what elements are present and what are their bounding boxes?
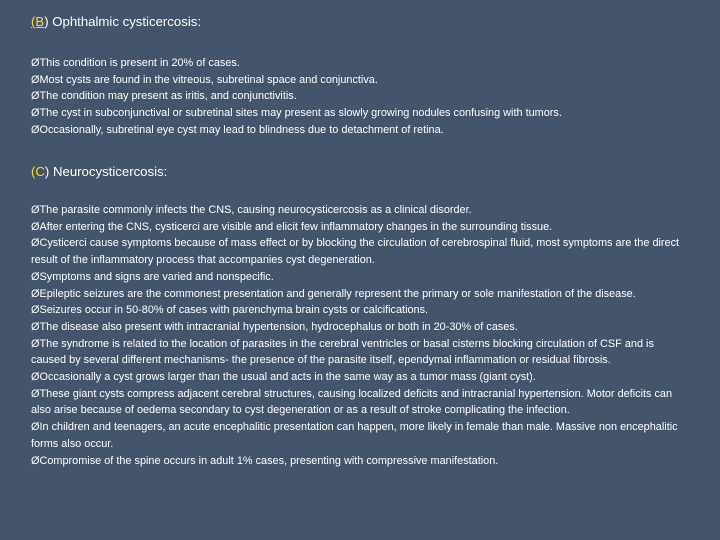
arrow-bullet-icon: Ø (31, 287, 40, 300)
bullet-item (31, 419, 681, 452)
bullet-item (31, 202, 681, 219)
arrow-bullet-icon: Ø (31, 304, 40, 317)
bullet-text: Epileptic seizures are the commonest presentation and generally represent the primary or sole manifestation of the disease. (39, 287, 636, 300)
bullet-item (31, 453, 681, 470)
bullet-text: Occasionally, subretinal eye cyst may lead to blindness due to detachment of retina. (39, 123, 444, 136)
arrow-bullet-icon: Ø (31, 387, 40, 400)
heading-c-text: ) Neurocysticercosis: (44, 164, 168, 179)
bullet-text: Symptoms and signs are varied and nonspecific. (39, 270, 274, 283)
bullet-text: The syndrome is related to the location of parasites in the cerebral ventricles or basal cisterns blocking circulation of CSF and is caused by several different mechanisms- the presence of the parasite itself, ependymal inflammation or residual fibrosis. (31, 337, 654, 367)
heading-ophthalmic-cysticercosis (31, 14, 201, 30)
arrow-bullet-icon: Ø (31, 90, 40, 103)
bullet-item (31, 72, 681, 89)
bullet-text: The disease also present with intracranial hypertension, hydrocephalus or both in 20-30% of cases. (39, 320, 518, 333)
heading-b-bracket: (B (31, 14, 45, 29)
bullet-text: The cyst in subconjunctival or subretinal sites may present as slowly growing nodules confusing with tumors. (39, 107, 562, 120)
arrow-bullet-icon: Ø (31, 320, 40, 333)
bullet-text: Most cysts are found in the vitreous, subretinal space and conjunctiva. (39, 73, 378, 86)
bullet-item (31, 302, 681, 319)
bullet-text: Cysticerci cause symptoms because of mass effect or by blocking the circulation of cerebrospinal fluid, most symptoms are the direct result of the inflammatory process that accompanies cyst degeneration. (31, 237, 680, 267)
bullet-item (31, 386, 681, 419)
arrow-bullet-icon: Ø (31, 220, 40, 233)
arrow-bullet-icon: Ø (31, 107, 40, 120)
arrow-bullet-icon: Ø (31, 123, 40, 136)
heading-c-bracket: (C (31, 164, 45, 179)
arrow-bullet-icon: Ø (31, 454, 40, 467)
bullet-item (31, 122, 681, 139)
bullet-text: These giant cysts compress adjacent cerebral structures, causing localized deficits and intracranial hypertension. Motor deficits can also arise because of oedema secondary to cyst degeneration or as a result of stroke complicating the infection. (31, 387, 673, 417)
bullet-item (31, 319, 681, 336)
bullet-item (31, 235, 681, 268)
bullet-item (31, 286, 681, 303)
bullet-text: Occasionally a cyst grows larger than the usual and acts in the same way as a tumor mass (giant cyst). (39, 371, 536, 384)
arrow-bullet-icon: Ø (31, 237, 40, 250)
bullet-text: After entering the CNS, cysticerci are visible and elicit few inflammatory changes in the surrounding tissue. (39, 220, 553, 233)
bullet-text: This condition is present in 20% of cases. (39, 57, 240, 69)
bullet-item (31, 269, 681, 286)
bullet-item (31, 219, 681, 236)
bullet-item (31, 88, 681, 105)
arrow-bullet-icon: Ø (31, 270, 40, 283)
bullet-text: Seizures occur in 50-80% of cases with parenchyma brain cysts or calcifications. (39, 304, 429, 317)
arrow-bullet-icon: Ø (31, 337, 40, 350)
bullet-item (31, 336, 681, 369)
bullet-item (31, 369, 681, 386)
arrow-bullet-icon: Ø (31, 57, 40, 69)
heading-b-text: ) Ophthalmic cysticercosis: (44, 14, 202, 29)
bullet-text: The parasite commonly infects the CNS, causing neurocysticercosis as a clinical disorder. (39, 204, 472, 216)
arrow-bullet-icon: Ø (31, 371, 40, 384)
heading-neurocysticercosis (31, 164, 167, 180)
bullet-text: The condition may present as iritis, and conjunctivitis. (39, 90, 297, 103)
bullet-text: In children and teenagers, an acute encephalitic presentation can happen, more likely in female than male. Massive non encephalitic forms also occur. (31, 421, 678, 450)
bullet-item (31, 55, 681, 72)
ophthalmic-bullet-list (31, 55, 681, 139)
arrow-bullet-icon: Ø (31, 421, 40, 434)
bullet-item (31, 105, 681, 122)
neuro-bullet-list (31, 202, 681, 469)
arrow-bullet-icon: Ø (31, 73, 40, 86)
bullet-text: Compromise of the spine occurs in adult 1% cases, presenting with compressive manifestation. (39, 454, 499, 467)
arrow-bullet-icon: Ø (31, 204, 40, 216)
